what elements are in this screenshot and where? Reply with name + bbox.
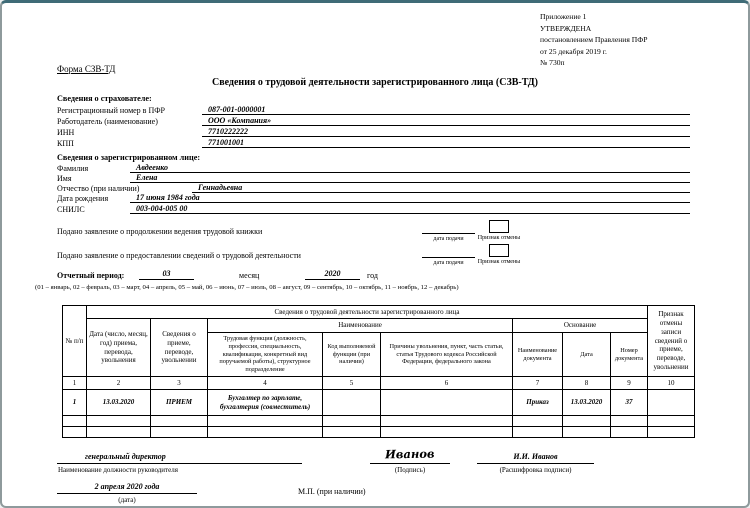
group-header-name: Наименование bbox=[208, 319, 513, 333]
field-value: 003-004-005 00 bbox=[130, 204, 690, 214]
field-value: Елена bbox=[130, 173, 690, 183]
col-header-docnum: Номер документа bbox=[611, 333, 648, 377]
col-header-docname: Наименование документа bbox=[513, 333, 563, 377]
table-row bbox=[63, 390, 695, 416]
year-word: год bbox=[367, 271, 378, 280]
cancel-checkbox[interactable] bbox=[489, 220, 509, 233]
col-header-date: Дата (число, месяц, год) приема, перевода, увольнения bbox=[87, 319, 151, 377]
field-label: СНИЛС bbox=[57, 205, 85, 214]
statement-date-line bbox=[422, 248, 475, 258]
statement-date-line bbox=[422, 224, 475, 234]
cancel-checkbox[interactable] bbox=[489, 244, 509, 257]
group-header-basis: Основание bbox=[513, 319, 648, 333]
col-header-cancel: Признак отмены записи сведений о приеме, переводе, увольнении bbox=[648, 306, 695, 377]
month-word: месяц bbox=[239, 271, 260, 280]
col-header-code: Код выполняемой функции (при наличии) bbox=[323, 333, 381, 377]
cancel-caption: Признак отмены bbox=[477, 235, 521, 241]
field-row bbox=[57, 193, 690, 203]
field-row bbox=[57, 115, 690, 126]
field-row bbox=[57, 137, 690, 148]
field-row bbox=[57, 104, 690, 115]
field-value: 771001001 bbox=[202, 138, 690, 148]
signer-name-value: И.И. Иванов bbox=[477, 452, 594, 464]
cell-reasons bbox=[381, 390, 513, 416]
col-header-event: Сведения о приеме, переводе, увольнении bbox=[151, 319, 208, 377]
field-label: Отчество (при наличии) bbox=[57, 184, 140, 193]
stamp-label: М.П. (при наличии) bbox=[298, 487, 366, 496]
cell-function: Бухгалтер по зарплате, бухгалтерия (совместитель) bbox=[208, 390, 323, 416]
col-number: 6 bbox=[381, 377, 513, 390]
page-title: Сведения о трудовой деятельности зарегистрированного лица (СЗВ-ТД) bbox=[212, 77, 538, 88]
cell-code bbox=[323, 390, 381, 416]
field-row bbox=[57, 126, 690, 137]
director-position-caption: Наименование должности руководителя bbox=[58, 466, 178, 474]
field-label: Регистрационный номер в ПФР bbox=[57, 106, 165, 115]
field-label: Работодатель (наименование) bbox=[57, 117, 158, 126]
field-value: ООО «Компания» bbox=[202, 116, 690, 126]
col-number: 3 bbox=[151, 377, 208, 390]
col-number: 10 bbox=[648, 377, 695, 390]
field-value: 17 июня 1984 года bbox=[130, 193, 690, 203]
field-label: Фамилия bbox=[57, 164, 89, 173]
handwritten-signature: Иванов bbox=[385, 446, 435, 462]
cell-event: ПРИЕМ bbox=[151, 390, 208, 416]
approval-line: № 730п bbox=[540, 58, 565, 68]
cell-npp: 1 bbox=[63, 390, 87, 416]
field-row bbox=[57, 204, 690, 214]
reporting-period-label: Отчетный период: bbox=[57, 271, 125, 280]
col-number: 5 bbox=[323, 377, 381, 390]
activity-table bbox=[62, 305, 695, 438]
field-value: 087-001-0000001 bbox=[202, 105, 690, 115]
signer-name-caption: (Расшифровка подписи) bbox=[499, 466, 572, 474]
col-number: 4 bbox=[208, 377, 323, 390]
col-number: 7 bbox=[513, 377, 563, 390]
months-legend: (01 – январь, 02 – февраль, 03 – март, 04 – апрель, 05 – май, 06 – июнь, 07 – июль, 08 – август, 09 – сентябрь, 10 – октябрь, 11 – ноябрь, 12 – декабрь) bbox=[35, 284, 459, 291]
cell-docdate: 13.03.2020 bbox=[563, 390, 611, 416]
field-label: КПП bbox=[57, 139, 74, 148]
insurer-heading: Сведения о страхователе: bbox=[57, 94, 152, 103]
col-number: 9 bbox=[611, 377, 648, 390]
statement-date-caption: дата подачи bbox=[433, 260, 464, 266]
reporting-month-value: 03 bbox=[139, 269, 194, 280]
col-header-docdate: Дата bbox=[563, 333, 611, 377]
col-number: 8 bbox=[563, 377, 611, 390]
statement-date-caption: дата подачи bbox=[433, 236, 464, 242]
col-number: 1 bbox=[63, 377, 87, 390]
col-header-npp: № п/п bbox=[63, 306, 87, 377]
col-header-reasons: Причины увольнения, пункт, часть статьи, статья Трудового кодекса Российской Федерации, федерального закона bbox=[381, 333, 513, 377]
field-row bbox=[57, 183, 690, 193]
cell-cancel bbox=[648, 390, 695, 416]
cell-docname: Приказ bbox=[513, 390, 563, 416]
person-heading: Сведения о зарегистрированном лице: bbox=[57, 153, 201, 162]
table-group-title: Сведения о трудовой деятельности зарегистрированного лица bbox=[87, 306, 648, 319]
approval-stamp bbox=[540, 11, 647, 69]
field-label: Имя bbox=[57, 174, 72, 183]
approval-line: от 25 декабря 2019 г. bbox=[540, 46, 607, 56]
approval-line: Приложение 1 bbox=[540, 12, 587, 21]
field-label: ИНН bbox=[57, 128, 75, 137]
field-row bbox=[57, 163, 690, 173]
signature-value bbox=[370, 447, 450, 464]
field-value: 7710222222 bbox=[202, 127, 690, 137]
cell-date: 13.03.2020 bbox=[87, 390, 151, 416]
col-header-function: Трудовая функция (должность, профессия, специальность, квалификация, конкретный вид поручаемой работы), структурное подразделение bbox=[208, 333, 323, 377]
approval-line: УТВЕРЖДЕНА bbox=[540, 23, 592, 33]
table-row bbox=[63, 427, 695, 438]
field-label: Дата рождения bbox=[57, 194, 109, 203]
reporting-year-value: 2020 bbox=[305, 269, 360, 280]
col-number: 2 bbox=[87, 377, 151, 390]
cancel-caption: Признак отмены bbox=[477, 259, 521, 265]
sign-date-value: 2 апреля 2020 года bbox=[57, 482, 197, 494]
statement-text: Подано заявление о продолжении ведения трудовой книжки bbox=[57, 227, 263, 236]
sign-date-caption: (дата) bbox=[118, 496, 136, 504]
cell-docnum: 37 bbox=[611, 390, 648, 416]
table-row bbox=[63, 416, 695, 427]
signature-caption: (Подпись) bbox=[394, 466, 426, 474]
field-row bbox=[57, 173, 690, 183]
approval-line: постановлением Правления ПФР bbox=[540, 35, 648, 45]
director-position-value: генеральный директор bbox=[57, 452, 302, 464]
statement-text: Подано заявление о предоставлении сведений о трудовой деятельности bbox=[57, 251, 301, 260]
form-code-label: Форма СЗВ-ТД bbox=[57, 64, 116, 74]
field-value: Авдеенко bbox=[130, 163, 690, 173]
field-value: Геннадьевна bbox=[192, 183, 690, 193]
